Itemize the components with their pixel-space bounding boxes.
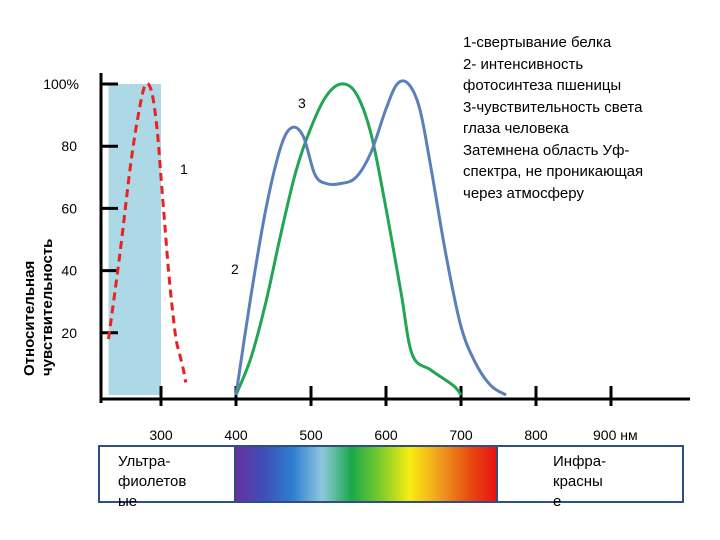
y-tick-label: 60 [61, 200, 77, 217]
y-tick-label: 40 [61, 262, 77, 279]
legend-line: фотосинтеза пшеницы [463, 77, 622, 94]
y-tick-label: 20 [61, 324, 77, 341]
uv-label-line: Ультра- [118, 453, 171, 470]
x-axis [101, 386, 690, 443]
visible-spectrum [235, 447, 497, 501]
uv-label [118, 452, 208, 512]
curve-label-2: 2 [231, 261, 239, 277]
curve-label-3: 3 [298, 95, 306, 111]
uv-label-line: фиолетов [118, 473, 187, 490]
curves [109, 81, 507, 395]
legend-line: спектра, не проникающая [463, 163, 644, 180]
x-tick-label: 300 [149, 427, 173, 443]
x-tick-label: 600 [374, 427, 398, 443]
x-tick-label: 900 нм [593, 427, 638, 443]
legend-line: 2- интенсивность [463, 55, 584, 73]
legend-line: 3-чувствительность света [463, 98, 643, 116]
y-tick-label: 80 [61, 138, 77, 155]
legend-line: Затемнена область Уф- [463, 141, 630, 159]
y-axis-label: Относительнаячувствительность [21, 238, 56, 376]
curve-2 [236, 84, 461, 395]
ir-label [553, 452, 623, 512]
legend-line: глаза человека [463, 120, 569, 137]
ir-label-line: красны [553, 473, 603, 490]
uv-label-line: ые [118, 493, 138, 510]
curve-labels [180, 95, 306, 277]
x-tick-label: 400 [224, 427, 248, 443]
legend [463, 32, 703, 204]
ir-label-line: Инфра- [553, 453, 607, 470]
y-tick-label: 100% [43, 76, 79, 92]
ir-label-line: е [553, 493, 562, 510]
x-tick-label: 700 [449, 427, 473, 443]
curve-label-1: 1 [180, 161, 188, 177]
x-tick-label: 500 [299, 427, 323, 443]
legend-line: через атмосферу [463, 184, 584, 202]
x-tick-label: 800 [524, 427, 548, 443]
legend-line: 1-свертывание белка [463, 34, 612, 51]
